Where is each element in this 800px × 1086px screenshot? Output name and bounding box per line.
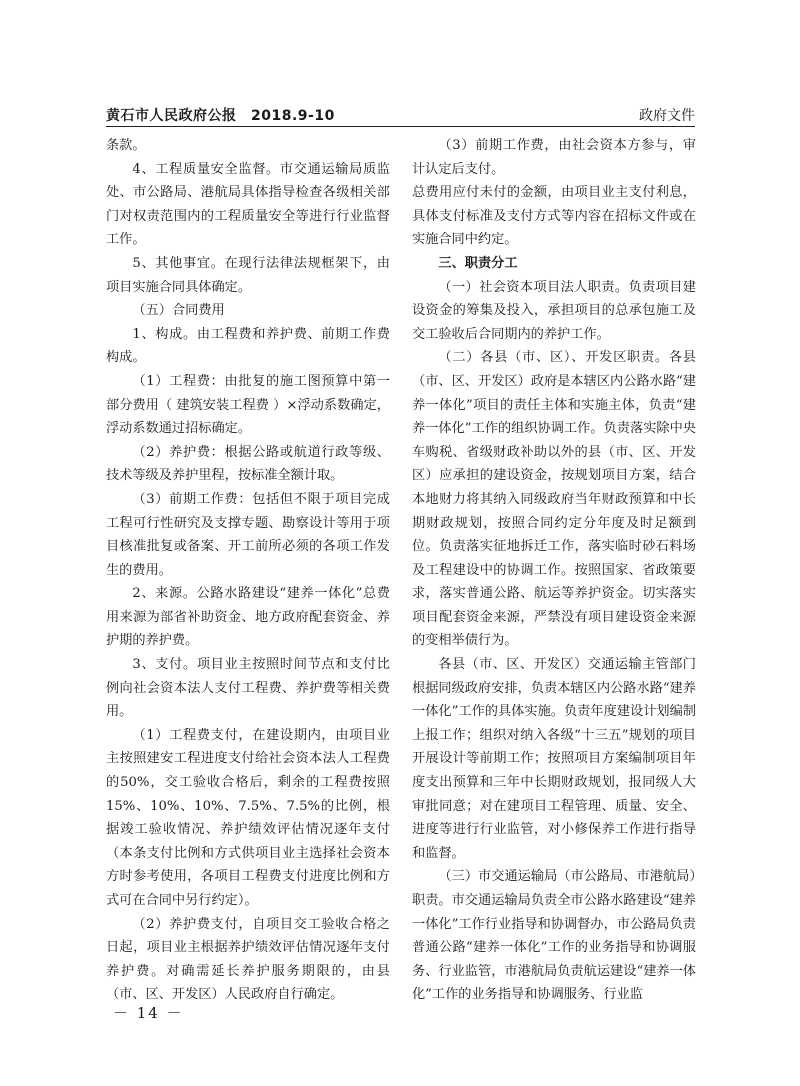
paragraph: （2）养护费支付，自项目交工验收合格之日起，项目业主根据养护绩效评估情况逐年支付养护费。对确需延长养护服务期限的，由县（市、区、开发区）人民政府自行确定。	[106, 916, 390, 1003]
paragraph: 5、其他事宜。在现行法律法规框架下，由项目实施合同具体确定。	[106, 255, 390, 295]
page-number: － 14 －	[113, 1004, 184, 1022]
paragraph: （1）工程费：由批复的施工图预算中第一部分费用（ 建筑安装工程费 ）×浮动系数确定，浮动系数通过招标确定。	[106, 373, 390, 437]
paragraph: （一）社会资本项目法人职责。负责项目建设资金的筹集及投入，承担项目的总承包施工及交工验收后合同期内的养护工作。	[412, 279, 696, 342]
paragraph: （二）各县（市、区）、开发区职责。各县（市、区、开发区）政府是本辖区内公路水路“建养一体化”项目的责任主体和实施主体，负责“建养一体化”工作的组织协调工作。负责落实除中央车购税、省级财政补助以外的县（市、区、开发区）应承担的建设资金，按规划项目方案，结合本地财力将其纳入同级政府当年财政预算和中长期财政规划，按照合同约定分年度及时足额到位。负责落实征地拆迁工作，落实临时砂石料场及工程建设中的协调工作。按照国家、省政策要求，落实普通公路、航运等养护资金。切实落实项目配套资金来源，严禁没有项目建设资金来源的变相举债行为。	[412, 350, 696, 649]
section-label: 政府文件	[639, 108, 695, 124]
left-column	[106, 134, 390, 1007]
paragraph: 各县（市、区、开发区）交通运输主管部门根据同级政府安排，负责本辖区内公路水路“建养一体化”工作的具体实施。负责年度建设计划编制上报工作；组织对纳入各级“十三五”规划的项目开展设计等前期工作；按照项目方案编制项目年度支出预算和三年中长期财政规划，报同级人大审批同意；对在建项目工程管理、质量、安全、进度等进行行业监管，对小修保养工作进行指导和监督。	[412, 657, 696, 861]
paragraph: （3）前期工作费，由社会资本方参与，审计认定后支付。	[412, 138, 696, 177]
paragraph: 条款。	[106, 138, 146, 153]
paragraph: （1）工程费支付，在建设期内，由项目业主按照建安工程进度支付给社会资本法人工程费的50%，交工验收合格后，剩余的工程费按照15%、10%、10%、7.5%、7.5%的比例，根据竣工验收情况、养护绩效评估情况逐年支付（本条支付比例和方式供项目业主选择社会资本方时参考使用，各项目工程费支付进度比例和方式可在合同中另行约定）。	[106, 727, 390, 908]
paragraph: 总费用应付未付的金额，由项目业主支付利息，具体支付标准及支付方式等内容在招标文件或在实施合同中约定。	[412, 185, 696, 248]
paragraph: （3）前期工作费：包括但不限于项目完成工程可行性研究及支撑专题、勘察设计等用于项目核准批复或备案、开工前所必须的各项工作发生的费用。	[106, 491, 390, 578]
paragraph: 1、构成。由工程费和养护费、前期工作费构成。	[106, 326, 390, 366]
paragraph: （2）养护费：根据公路或航道行政等级、技术等级及养护里程，按标准全额计取。	[106, 444, 390, 484]
paragraph: 4、工程质量安全监督。市交通运输局质监处、市公路局、港航局具体指导检查各级相关部门对权责范围内的工程质量安全等进行行业监督工作。	[106, 161, 390, 248]
paragraph: 3、支付。项目业主按照时间节点和支付比例向社会资本法人支付工程费、养护费等相关费用。	[106, 657, 390, 720]
publication-title: 黄石市人民政府公报 2018.9-10	[106, 108, 335, 124]
paragraph: 2、来源。公路水路建设“建养一体化”总费用来源为部省补助资金、地方政府配套资金、养护期的养护费。	[106, 586, 390, 649]
section-heading: 三、职责分工	[438, 255, 518, 271]
page-header	[106, 104, 695, 127]
right-column	[412, 134, 696, 1007]
paragraph: （五）合同费用	[132, 303, 225, 319]
paragraph: （三）市交通运输局（市公路局、市港航局）职责。市交通运输局负责全市公路水路建设“建养一体化”工作行业指导和协调督办，市公路局负责普通公路“建养一体化”工作的业务指导和协调服务、行业监管，市港航局负责航运建设“建养一体化”工作的业务指导和协调服务、行业监	[412, 869, 696, 1003]
